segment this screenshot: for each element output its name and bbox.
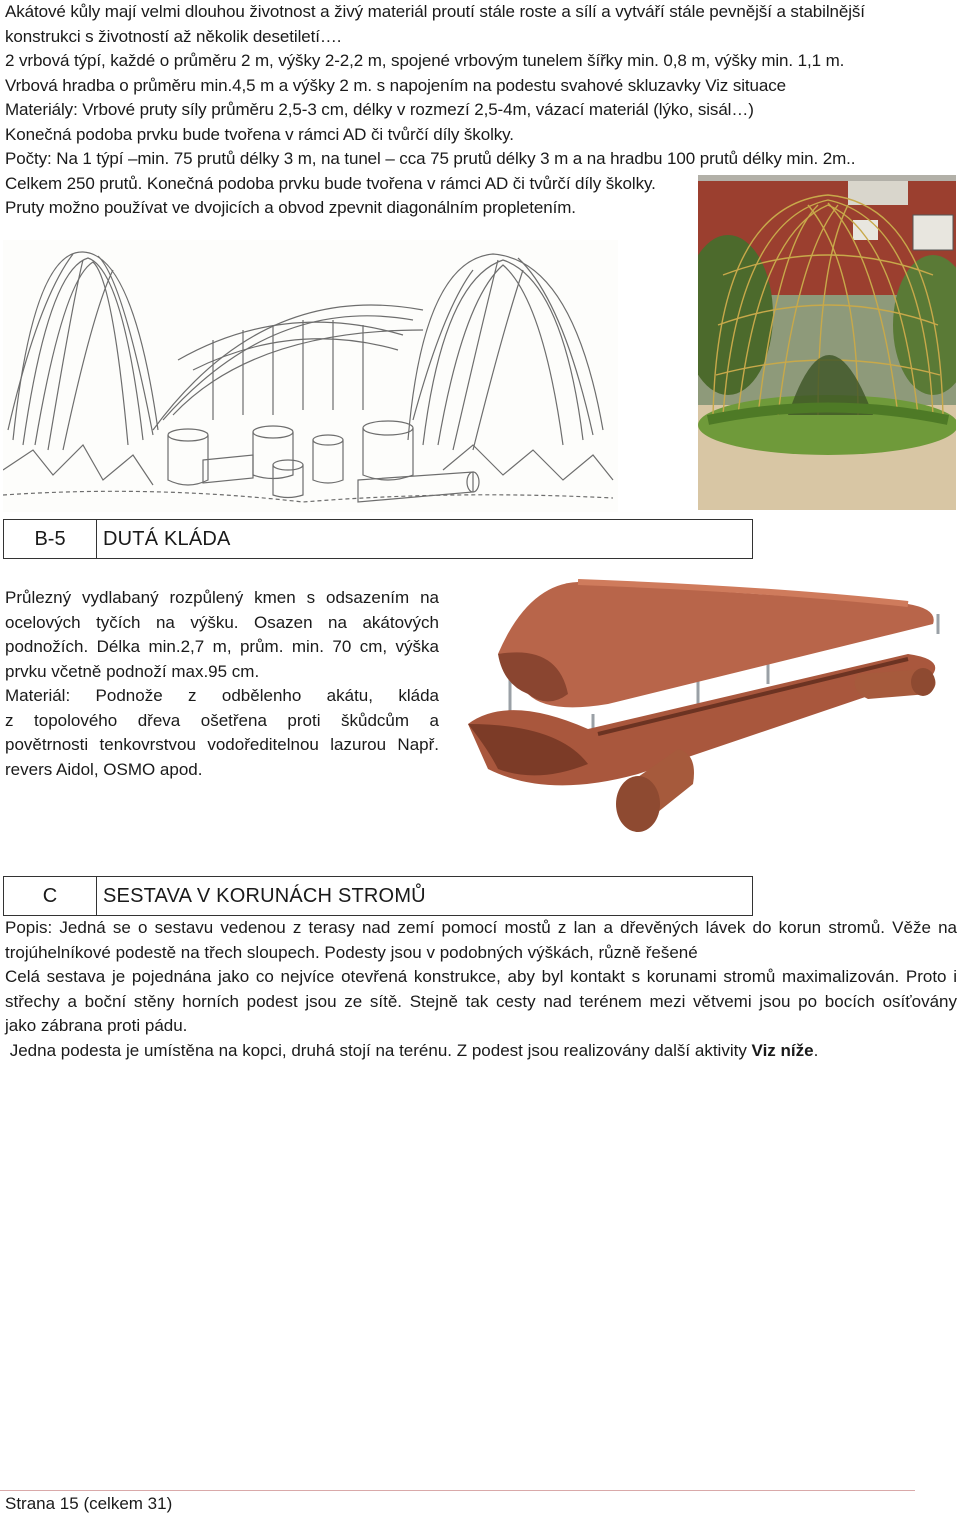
c-line: Popis: Jedná se o sestavu vedenou z terasy nad zemí pomocí mostů z lan a dřevěných lávek do korun stromů. Věže na [5, 918, 957, 937]
intro-line: Materiály: Vrbové pruty síly průměru 2,5-3 cm, délky v rozmezí 2,5-4m, vázací materiál (lýko, sisál…) [5, 100, 754, 119]
hollow-log-picture [468, 574, 943, 844]
sketch-drawing [3, 240, 618, 512]
section-c-title: SESTAVA V KORUNÁCH STROMŮ [103, 884, 426, 907]
b5-line: ocelových tyčích na výšku. Osazen na akátových [5, 612, 439, 632]
section-b5-code: B-5 [4, 520, 97, 558]
intro-line: Vrbová hradba o průměru min.4,5 m a výšky 2 m. s napojením na podestu svahové skluzavky Viz situace [5, 75, 786, 95]
c-line: střechy a boční stěny horních podest jsou ze sítě. Stejně tak cesty nad terénem mezi větvemi jsou po bocích osíťovány [5, 991, 957, 1011]
intro-line: Celkem 250 prutů. Konečná podoba prvku bude tvořena v rámci AD či tvůrčí díly školky. [5, 173, 656, 193]
c-line: Celá sestava je pojednána jako co nejvíce otevřená konstrukce, aby byl kontakt s korunami stromů maximalizován. Proto i [5, 967, 957, 986]
section-b5-description [5, 586, 439, 782]
intro-line: Počty: Na 1 týpí –min. 75 prutů délky 3 m, na tunel – cca 75 prutů délky 3 m a na hradbu 100 prutů délky min. 2m.. [5, 149, 856, 168]
willow-dome-photo [698, 175, 956, 510]
b5-line: podnožích. Délka min.2,7 m, prům. min. 70 cm, výška [5, 637, 439, 656]
c-line: jako zábrana proti pádu. [5, 1016, 188, 1035]
b5-line: Materiál: Podnože z odbělenho akátu, kláda [5, 686, 439, 705]
section-c-description [5, 916, 957, 1063]
intro-line: konstrukci s životností až několik desetiletí…. [5, 26, 342, 46]
c-last-line-text: Jedna podesta je umístěna na kopci, druhá stojí na terénu. Z podest jsou realizovány další aktivity [5, 1040, 752, 1060]
footer-divider [0, 1490, 915, 1491]
section-c-header [3, 876, 753, 916]
section-c-code: C [4, 877, 97, 915]
c-last-line [5, 1039, 957, 1064]
intro-line: 2 vrbová týpí, každé o průměru 2 m, výšky 2-2,2 m, spojené vrbovým tunelem šířky min. 0,8 m, výšky min. 1,1 m. [5, 51, 845, 70]
b5-line: Průlezný vydlabaný rozpůlený kmen s odsazením na [5, 588, 439, 607]
willow-dome-picture [698, 175, 956, 510]
c-last-line-suffix: . [813, 1040, 819, 1060]
hollow-log-photo [468, 574, 943, 844]
page-number: Strana 15 (celkem 31) [5, 1494, 173, 1513]
b5-line: prvku včetně podnoží max.95 cm. [5, 661, 260, 681]
b5-line: z topolového dřeva ošetřena proti škůdcům a [5, 710, 439, 730]
b5-line: revers Aidol, OSMO apod. [5, 759, 203, 779]
section-b5-header [3, 519, 753, 559]
b5-line: povětrnosti tenkovrstvou vodoředitelnou lazurou Např. [5, 735, 439, 754]
intro-line: Konečná podoba prvku bude tvořena v rámci AD či tvůrčí díly školky. [5, 124, 514, 144]
intro-line: Akátové kůly mají velmi dlouhou životnost a živý materiál proutí stále roste a sílí a vytváří stále pevnější a stabilnější [5, 2, 865, 21]
willow-teepee-sketch [3, 240, 618, 512]
section-b5-title: DUTÁ KLÁDA [103, 527, 231, 550]
c-line: trojúhelníkové podestě na třech sloupech. Podesty jsou v podobných výškách, různě řešené [5, 942, 698, 962]
intro-line: Pruty možno používat ve dvojicích a obvod zpevnit diagonálním propletením. [5, 198, 576, 217]
c-last-line-bold: Viz níže [751, 1040, 814, 1060]
